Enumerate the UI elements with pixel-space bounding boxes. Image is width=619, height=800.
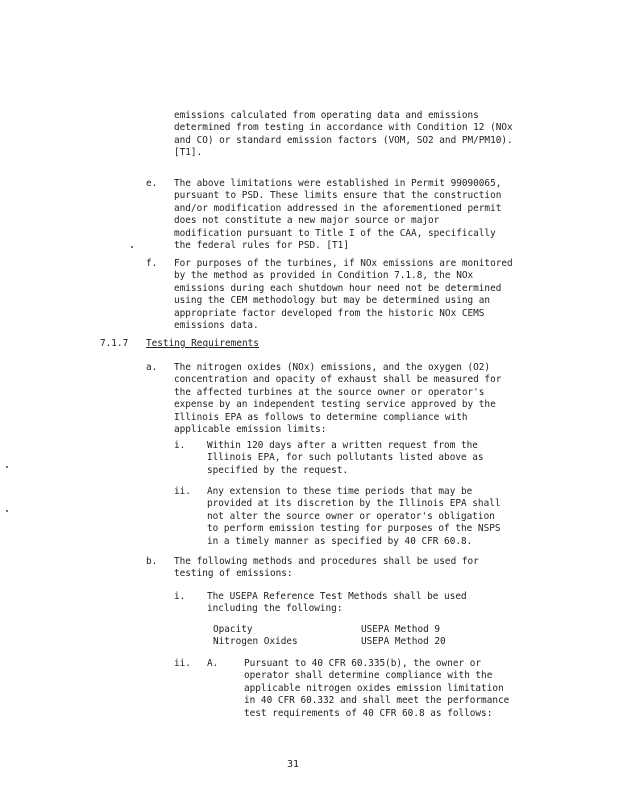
text-line: does not constitute a new major source or major bbox=[174, 215, 440, 227]
page-number: 31 bbox=[287, 759, 300, 770]
text-line: Illinois EPA as follows to determine compliance with bbox=[174, 411, 468, 423]
text-line: For purposes of the turbines, if NOx emissions are monitored bbox=[174, 258, 513, 269]
text-line: by the method as provided in Condition 7.1.8, the NOx bbox=[174, 270, 474, 282]
text-line: and/or modification addressed in the aforementioned permit bbox=[174, 202, 502, 214]
item-f-paragraph bbox=[174, 258, 513, 332]
item-a-i-label: i. bbox=[174, 440, 186, 451]
item-b-i-paragraph bbox=[207, 591, 467, 616]
method-pollutant-opacity: Opacity bbox=[213, 624, 253, 635]
scan-speck bbox=[6, 510, 8, 512]
text-line: Pursuant to 40 CFR 60.335(b), the owner or bbox=[244, 658, 482, 669]
text-line: applicable emission limits: bbox=[174, 424, 327, 436]
item-b-label: b. bbox=[146, 556, 158, 567]
text-line: concentration and opacity of exhaust shall be measured for bbox=[174, 374, 502, 386]
text-line: not alter the source owner or operator's obligation bbox=[207, 510, 495, 522]
text-line: specified by the request. bbox=[207, 464, 349, 476]
item-a-ii-paragraph bbox=[207, 486, 501, 548]
item-a-label: a. bbox=[146, 362, 158, 373]
item-b-ii-a-paragraph bbox=[244, 658, 509, 720]
text-line: determined from testing in accordance with Condition 12 (NOx bbox=[174, 122, 513, 134]
item-a-ii-label: ii. bbox=[174, 486, 191, 497]
text-line: test requirements of 40 CFR 60.8 as follows: bbox=[244, 707, 493, 719]
item-b-ii-a-label: A. bbox=[207, 658, 219, 669]
item-b-ii-label: ii. bbox=[174, 658, 191, 669]
scan-speck bbox=[6, 466, 8, 468]
item-b-i-label: i. bbox=[174, 591, 186, 602]
text-line: testing of emissions: bbox=[174, 568, 293, 580]
section-number: 7.1.7 bbox=[100, 338, 129, 349]
text-line: emissions calculated from operating data and emissions bbox=[174, 110, 479, 121]
text-line: emissions during each shutdown hour need not be determined bbox=[174, 282, 502, 294]
text-line: The USEPA Reference Test Methods shall be used bbox=[207, 591, 467, 602]
section-title: Testing Requirements bbox=[146, 338, 259, 349]
method-name-nox: USEPA Method 20 bbox=[361, 636, 446, 647]
item-a-paragraph bbox=[174, 362, 501, 436]
text-line: Any extension to these time periods that may be bbox=[207, 486, 473, 497]
text-line: appropriate factor developed from the historic NOx CEMS bbox=[174, 307, 485, 319]
item-e-label: e. bbox=[146, 178, 158, 189]
text-line: in a timely manner as specified by 40 CFR 60.8. bbox=[207, 535, 473, 547]
text-line: expense by an independent testing service approved by the bbox=[174, 399, 496, 411]
method-name-opacity: USEPA Method 9 bbox=[361, 624, 441, 635]
scan-speck bbox=[131, 246, 133, 248]
text-line: Within 120 days after a written request from the bbox=[207, 440, 478, 451]
item-b-paragraph bbox=[174, 556, 479, 581]
text-line: the federal rules for PSD. [T1] bbox=[174, 240, 349, 252]
text-line: Illinois EPA, for such pollutants listed above as bbox=[207, 452, 484, 464]
text-line: modification pursuant to Title I of the CAA, specifically bbox=[174, 227, 496, 239]
text-line: in 40 CFR 60.332 and shall meet the performance bbox=[244, 695, 510, 707]
intro-paragraph bbox=[174, 110, 513, 160]
item-f-label: f. bbox=[146, 258, 158, 269]
text-line: applicable nitrogen oxides emission limitation bbox=[244, 682, 504, 694]
text-line: pursuant to PSD. These limits ensure that the construction bbox=[174, 190, 502, 202]
text-line: using the CEM methodology but may be determined using an bbox=[174, 295, 491, 307]
text-line: to perform emission testing for purposes of the NSPS bbox=[207, 523, 501, 535]
method-pollutant-nox: Nitrogen Oxides bbox=[213, 636, 298, 647]
text-line: emissions data. bbox=[174, 320, 259, 332]
text-line: including the following: bbox=[207, 603, 343, 615]
text-line: provided at its discretion by the Illinois EPA shall bbox=[207, 498, 501, 510]
text-line: [T1]. bbox=[174, 147, 203, 159]
text-line: The above limitations were established in Permit 99090065, bbox=[174, 178, 502, 189]
text-line: The nitrogen oxides (NOx) emissions, and the oxygen (O2) bbox=[174, 362, 491, 373]
text-line: The following methods and procedures shall be used for bbox=[174, 556, 479, 567]
text-line: operator shall determine compliance with the bbox=[244, 670, 493, 682]
text-line: the affected turbines at the source owner or operator's bbox=[174, 386, 485, 398]
item-a-i-paragraph bbox=[207, 440, 484, 477]
text-line: and CO) or standard emission factors (VOM, SO2 and PM/PM10). bbox=[174, 134, 513, 146]
item-e-paragraph bbox=[174, 178, 501, 252]
